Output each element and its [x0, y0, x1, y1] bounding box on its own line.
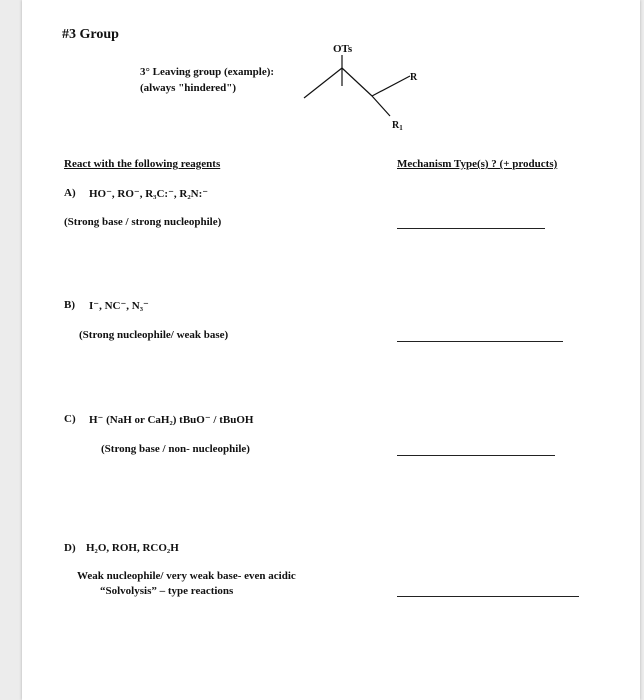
item-c-description: (Strong base / non- nucleophile) [101, 443, 250, 455]
item-b-reagents: I⁻, NC⁻, N₃⁻ [89, 300, 149, 312]
bond-c-r1 [372, 96, 390, 116]
answer-line-d[interactable] [397, 596, 579, 597]
item-d-reagents: H₂O, ROH, RCO₂H [86, 542, 179, 554]
react-header: React with the following reagents [64, 158, 221, 170]
bond-c-r [372, 76, 410, 96]
bond-c-ch2 [342, 68, 372, 96]
ots-label: OTs [333, 43, 353, 55]
worksheet-page [22, 0, 640, 700]
leaving-group-note: (always "hindered") [140, 82, 237, 94]
answer-line-a[interactable] [397, 228, 545, 229]
item-a-label: A) [64, 187, 76, 199]
leaving-group-label: 3° Leaving group (example): [140, 66, 275, 78]
item-c-label: C) [64, 413, 76, 425]
item-a-reagents: HO⁻, RO⁻, R₃C:⁻, R₂N:⁻ [89, 188, 209, 200]
bond-c-methyl-left [304, 68, 342, 98]
answer-line-c[interactable] [397, 455, 555, 456]
r-label: R [410, 72, 418, 83]
answer-line-b[interactable] [397, 341, 563, 342]
item-b-description: (Strong nucleophile/ weak base) [79, 329, 229, 341]
mechanism-header: Mechanism Type(s) ? (+ products) [397, 158, 558, 170]
item-a-description: (Strong base / strong nucleophile) [64, 216, 222, 228]
r1-label: $R_1$ [392, 120, 403, 132]
item-c-reagents: H⁻ (NaH or CaH₂) tBuO⁻ / tBuOH [89, 414, 254, 426]
tertiary-tosylate-structure [292, 38, 442, 138]
page-title: #3 Group [62, 27, 119, 42]
item-b-label: B) [64, 299, 75, 311]
item-d-solvolysis: “Solvolysis” – type reactions [100, 585, 234, 597]
item-d-description: Weak nucleophile/ very weak base- even acidic [77, 570, 296, 582]
item-d-label: D) [64, 542, 76, 554]
